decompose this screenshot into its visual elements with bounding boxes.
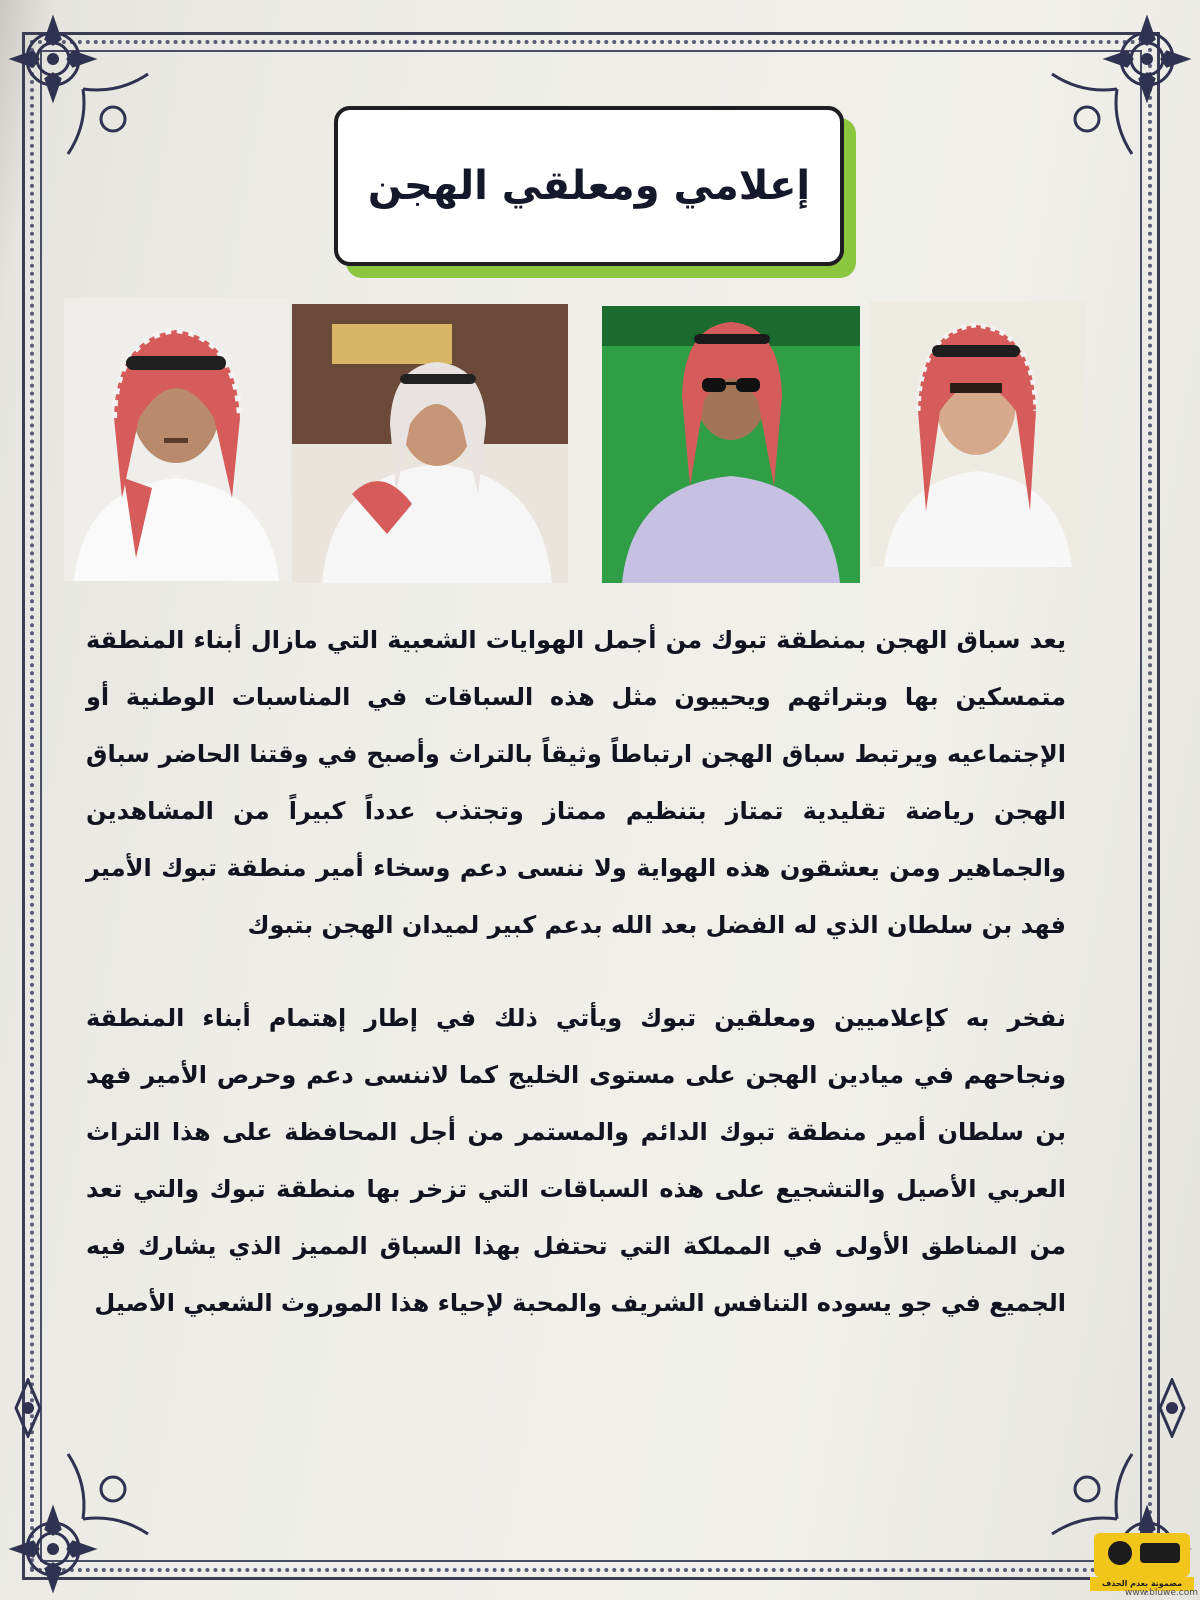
article-body bbox=[86, 612, 1066, 1332]
site-logo bbox=[1090, 1525, 1194, 1595]
paragraph: نفخر به كإعلاميين ومعلقين تبوك ويأتي ذلك في إطار إهتمام أبناء المنطقة ونجاحهم في ميادين الهجن على مستوى الخليج كما لاننسى دعم وحرص الأمير فهد بن سلطان أمير منطقة تبوك الدائم والمستمر من أجل المحافظة على هذا التراث العربي الأصيل والتشجيع على هذه السباقات التي تزخر بها منطقة تبوك والتي تعد من المناطق الأولى في المملكة التي تحتفل بهذا السباق المميز الذي يشارك فيه الجميع في جو يسوده التنافس الشريف والمحبة لإحياء هذا الموروث الشعبي الأصيل bbox=[86, 1004, 1066, 1317]
side-ornament-icon bbox=[1150, 1378, 1194, 1438]
man-portrait-photo bbox=[870, 301, 1086, 567]
man-portrait-photo bbox=[64, 298, 289, 581]
page-title: إعلامي ومعلقي الهجن bbox=[367, 163, 811, 209]
corner-ornament-icon bbox=[8, 14, 158, 164]
site-url: www.bluwe.com bbox=[1124, 1588, 1198, 1598]
man-with-sunglasses-photo bbox=[602, 306, 860, 583]
corner-ornament-icon bbox=[8, 1444, 158, 1594]
logo-tagline: مضمونة بعدم الحذف bbox=[1090, 1577, 1194, 1591]
side-ornament-icon bbox=[6, 1378, 50, 1438]
title-box bbox=[334, 106, 844, 266]
corner-ornament-icon bbox=[1042, 14, 1192, 164]
site-logo-icon bbox=[1090, 1525, 1194, 1577]
paragraph: يعد سباق الهجن بمنطقة تبوك من أجمل الهوايات الشعبية التي مازال أبناء المنطقة متمسكين بها وبتراثهم ويحييون مثل هذه السباقات في المناسبات الوطنية أو الإجتماعيه ويرتبط سباق الهجن ارتباطاً وثيقاً بالتراث وأصبح في وقتنا الحاضر سباق الهجن رياضة تقليدية تمتاز بتنظيم ممتاز وتجتذب عدداً كبيراً من المشاهدين والجماهير ومن يعشقون هذه الهواية ولا ننسى دعم وسخاء أمير منطقة تبوك الأمير فهد بن سلطان الذي له الفضل بعد الله بدعم كبير لميدان الهجن بتبوك bbox=[86, 626, 1066, 939]
man-portrait-photo bbox=[292, 304, 568, 583]
